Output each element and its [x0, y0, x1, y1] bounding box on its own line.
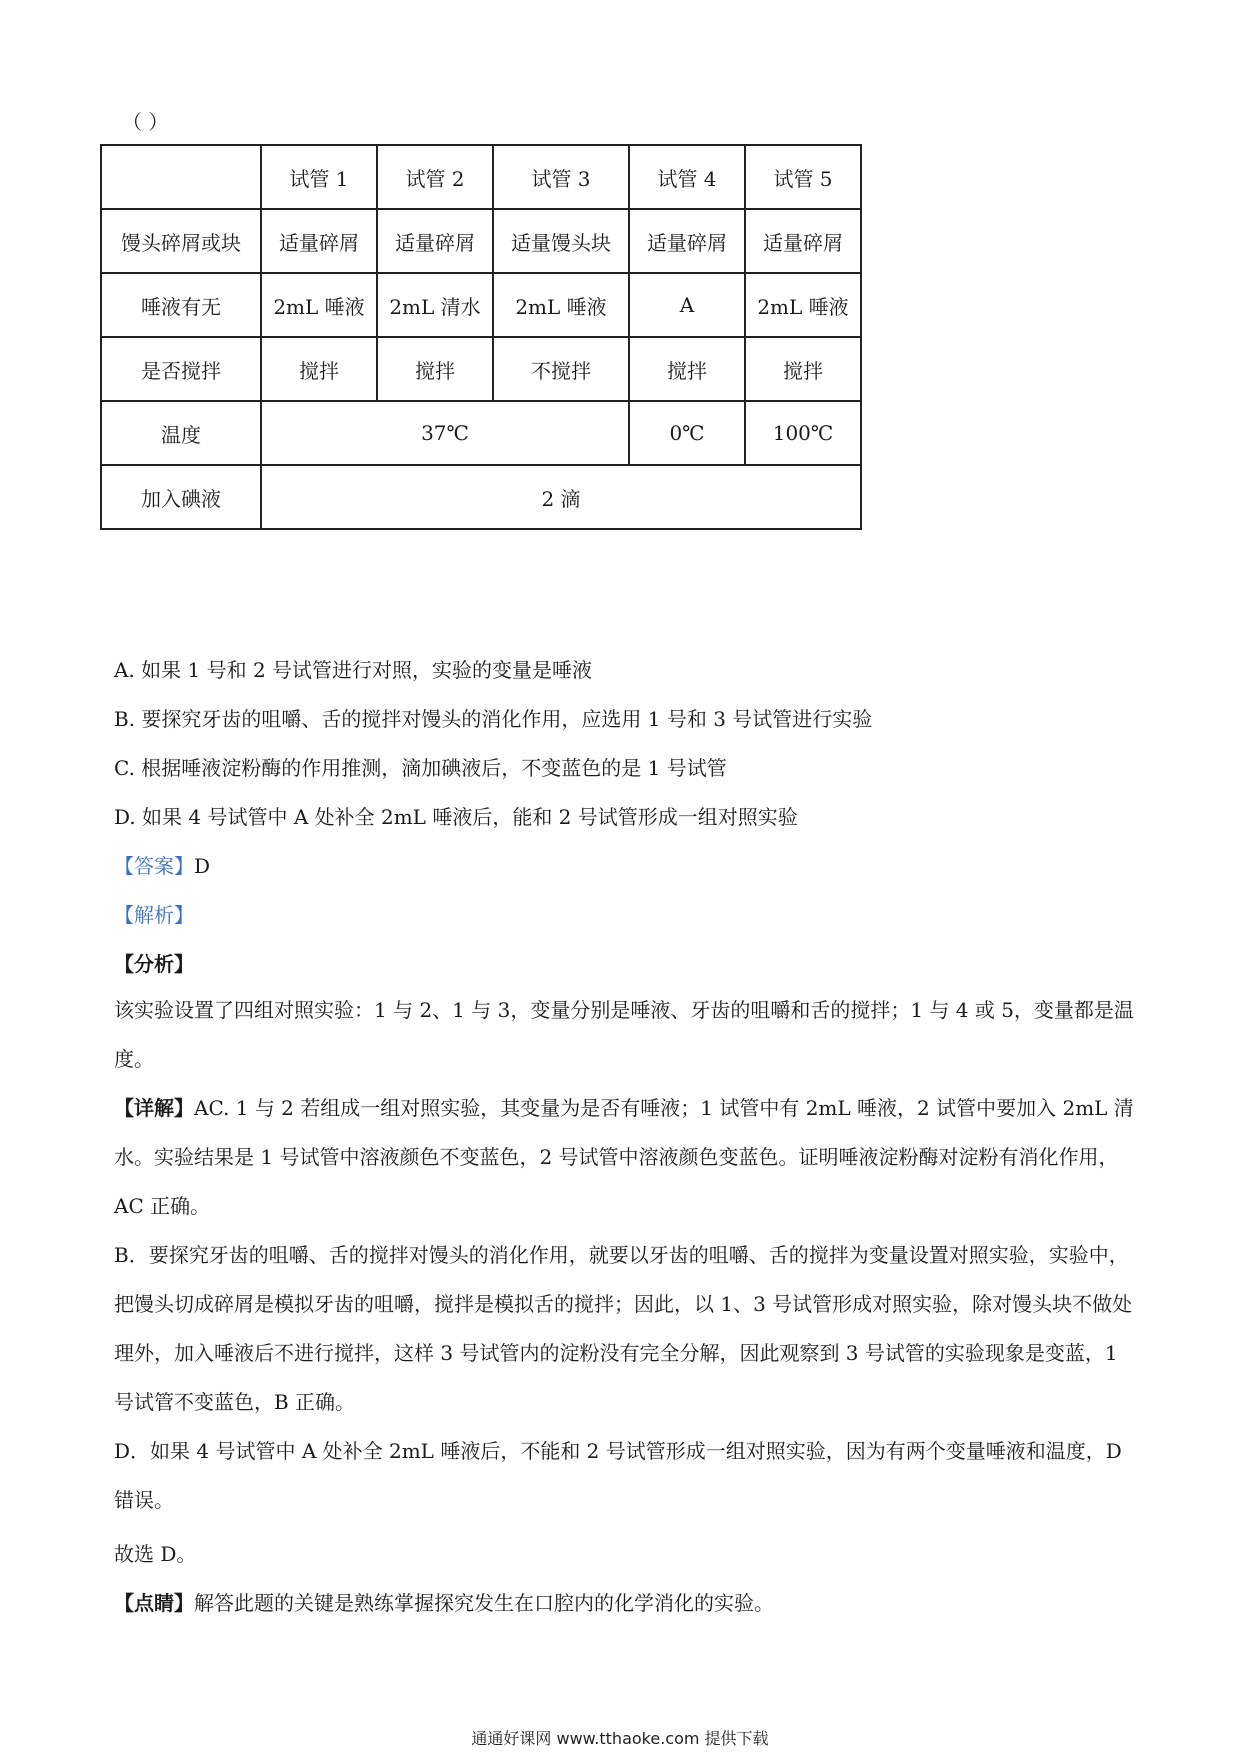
table-cell: 2mL 唾液	[261, 273, 377, 337]
choose-line: 故选 D。	[114, 1542, 197, 1566]
table-cell: 试管 3	[493, 145, 629, 209]
page-footer: 通通好课网 www.tthaoke.com 提供下载	[471, 1729, 769, 1748]
table-cell: 馒头碎屑或块	[101, 209, 261, 273]
table-cell: 适量碎屑	[629, 209, 745, 273]
dianjing-label: 【点睛】	[114, 1591, 194, 1615]
option-a: A. 如果 1 号和 2 号试管进行对照，实验的变量是唾液	[114, 658, 593, 682]
analysis-label: 【解析】	[114, 903, 194, 927]
table-cell: 2mL 唾液	[745, 273, 861, 337]
table-cell: 温度	[101, 401, 261, 465]
table-cell: 适量碎屑	[745, 209, 861, 273]
table-cell: 2mL 清水	[377, 273, 493, 337]
table-cell: 搅拌	[377, 337, 493, 401]
table-cell: 适量碎屑	[377, 209, 493, 273]
table-cell: 试管 2	[377, 145, 493, 209]
table-cell: 是否搅拌	[101, 337, 261, 401]
detail-ac-text: AC. 1 与 2 若组成一组对照实验，其变量为是否有唾液；1 试管中有 2mL 唾液，2 试管中要加入 2mL 清水。实验结果是 1 号试管中溶液颜色不变蓝色，2 号试管中溶液颜色变蓝色。证明唾液淀粉酶对淀粉有消化作用，AC 正确。	[114, 1096, 1134, 1218]
option-c: C. 根据唾液淀粉酶的作用推测，滴加碘液后，不变蓝色的是 1 号试管	[114, 756, 727, 780]
table-cell: 37℃	[261, 401, 629, 465]
dianjing-text: 解答此题的关键是熟练掌握探究发生在口腔内的化学消化的实验。	[194, 1591, 774, 1615]
answer-value: D	[194, 854, 211, 878]
option-d: D. 如果 4 号试管中 A 处补全 2mL 唾液后，能和 2 号试管形成一组对照实验	[114, 805, 798, 829]
detail-b-paragraph: B．要探究牙齿的咀嚼、舌的搅拌对馒头的消化作用，就要以牙齿的咀嚼、舌的搅拌为变量设置对照实验，实验中，把馒头切成碎屑是模拟牙齿的咀嚼，搅拌是模拟舌的搅拌；因此，以 1、3 号试管形成对照实验，除对馒头块不做处理外，加入唾液后不进行搅拌，这样 3 号试管内的淀粉没有完全分解，因此观察到 3 号试管的实验现象是变蓝，1 号试管不变蓝色，B 正确。	[114, 1243, 1133, 1414]
table-cell: 搅拌	[629, 337, 745, 401]
answer-line	[114, 850, 210, 879]
table-row-stir	[101, 337, 861, 401]
table-row-iodine	[101, 465, 861, 529]
fenxi-label: 【分析】	[114, 952, 194, 976]
table-cell: 适量馒头块	[493, 209, 629, 273]
table-cell: 2mL 唾液	[493, 273, 629, 337]
table-cell: 试管 4	[629, 145, 745, 209]
table-cell: A	[629, 273, 745, 337]
detail-label: 【详解】	[114, 1096, 194, 1120]
table-cell: 0℃	[629, 401, 745, 465]
table-cell: 适量碎屑	[261, 209, 377, 273]
table-row-temp	[101, 401, 861, 465]
table-cell: 搅拌	[745, 337, 861, 401]
table-cell: 搅拌	[261, 337, 377, 401]
table-cell: 加入碘液	[101, 465, 261, 529]
table-cell: 2 滴	[261, 465, 861, 529]
option-b: B. 要探究牙齿的咀嚼、舌的搅拌对馒头的消化作用，应选用 1 号和 3 号试管进行实验	[114, 707, 873, 731]
table-row-saliva	[101, 273, 861, 337]
table-cell: 唾液有无	[101, 273, 261, 337]
table-cell: 试管 5	[745, 145, 861, 209]
detail-ac-paragraph	[114, 1084, 1134, 1231]
table-cell	[101, 145, 261, 209]
fenxi-paragraph: 该实验设置了四组对照实验：1 与 2、1 与 3，变量分别是唾液、牙齿的咀嚼和舌的搅拌；1 与 4 或 5，变量都是温度。	[114, 998, 1134, 1071]
table-row-bread	[101, 209, 861, 273]
table-row-header	[101, 145, 861, 209]
table-cell: 试管 1	[261, 145, 377, 209]
dianjing-line	[114, 1587, 774, 1616]
table-cell: 100℃	[745, 401, 861, 465]
experiment-table	[100, 144, 862, 530]
blank-parentheses: （ ）	[122, 110, 169, 134]
table-cell: 不搅拌	[493, 337, 629, 401]
detail-d-paragraph: D．如果 4 号试管中 A 处补全 2mL 唾液后，不能和 2 号试管形成一组对照实验，因为有两个变量唾液和温度，D 错误。	[114, 1439, 1122, 1512]
answer-label: 【答案】	[114, 854, 194, 878]
